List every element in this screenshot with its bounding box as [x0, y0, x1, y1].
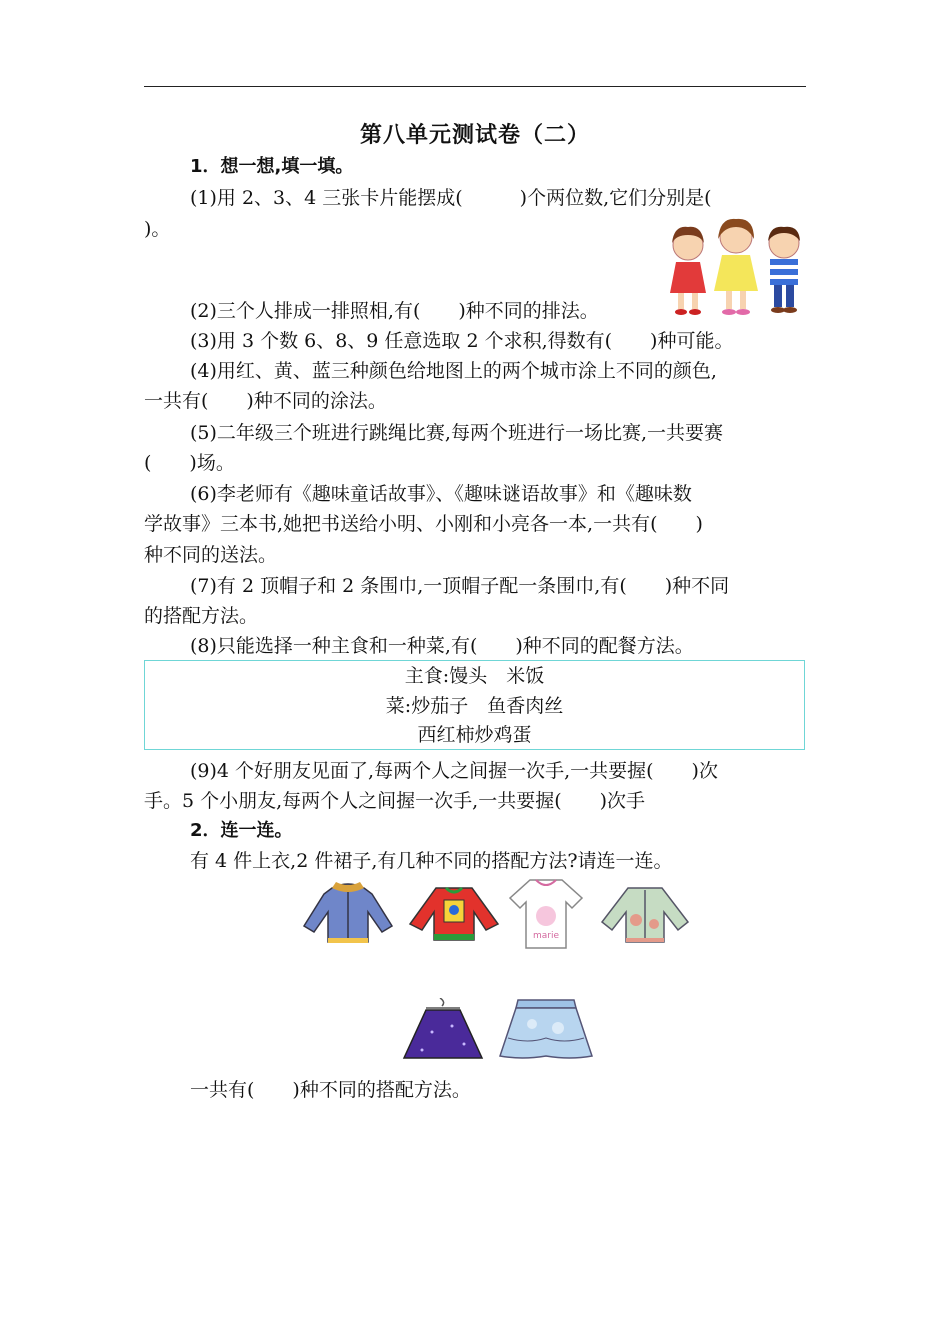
question-2: (2)三个人排成一排照相,有( )种不同的排法。 — [190, 300, 599, 322]
top-sweater-red-icon[interactable] — [406, 884, 502, 944]
section1-heading: 1．想一想,填一填。 — [190, 156, 354, 177]
top-jacket-green-icon[interactable] — [598, 884, 692, 944]
section2-answer: 一共有( )种不同的搭配方法。 — [190, 1079, 471, 1101]
top-tshirt-white-icon[interactable] — [508, 876, 584, 950]
question-5-line1: (5)二年级三个班进行跳绳比赛,每两个班进行一场比赛,一共要赛 — [190, 422, 723, 444]
section2-heading: 2．连一连。 — [190, 820, 293, 841]
three-children-illustration — [662, 215, 812, 320]
page-title: 第八单元测试卷（二） — [359, 122, 590, 148]
menu-dishes-extra: 西红柿炒鸡蛋 — [417, 724, 532, 746]
menu-box — [144, 660, 805, 750]
question-1-line1: (1)用 2、3、4 三张卡片能摆成( )个两位数,它们分别是( — [190, 187, 712, 209]
question-4-line2: 一共有( )种不同的涂法。 — [144, 390, 387, 412]
top-jacket-blue-icon[interactable] — [302, 882, 394, 946]
question-7-line1: (7)有 2 顶帽子和 2 条围巾,一顶帽子配一条围巾,有( )种不同 — [190, 575, 730, 597]
skirt-denim-icon[interactable] — [498, 998, 594, 1062]
menu-staples: 主食:馒头 米饭 — [404, 665, 545, 687]
question-5-line2: ( )场。 — [144, 452, 235, 474]
question-9-line2: 手。5 个小朋友,每两个人之间握一次手,一共要握( )次手 — [144, 790, 646, 812]
skirt-purple-icon[interactable] — [402, 998, 484, 1062]
question-6-line1: (6)李老师有《趣味童话故事》、《趣味谜语故事》和《趣味数 — [190, 483, 692, 505]
header-rule — [144, 86, 806, 87]
question-3: (3)用 3 个数 6、8、9 任意选取 2 个求积,得数有( )种可能。 — [190, 330, 734, 352]
question-6-line2: 学故事》三本书,她把书送给小明、小刚和小亮各一本,一共有( ) — [144, 513, 703, 535]
menu-dishes: 菜:炒茄子 鱼香肉丝 — [385, 695, 564, 717]
question-7-line2: 的搭配方法。 — [144, 605, 259, 627]
section2-prompt: 有 4 件上衣,2 件裙子,有几种不同的搭配方法?请连一连。 — [190, 850, 673, 872]
question-4-line1: (4)用红、黄、蓝三种颜色给地图上的两个城市涂上不同的颜色, — [190, 360, 717, 382]
question-8: (8)只能选择一种主食和一种菜,有( )种不同的配餐方法。 — [190, 635, 694, 657]
question-9-line1: (9)4 个好朋友见面了,每两个人之间握一次手,一共要握( )次 — [190, 760, 718, 782]
question-6-line3: 种不同的送法。 — [144, 544, 278, 566]
question-1-line2: )。 — [144, 218, 171, 240]
svg-text:marie: marie — [532, 931, 560, 941]
